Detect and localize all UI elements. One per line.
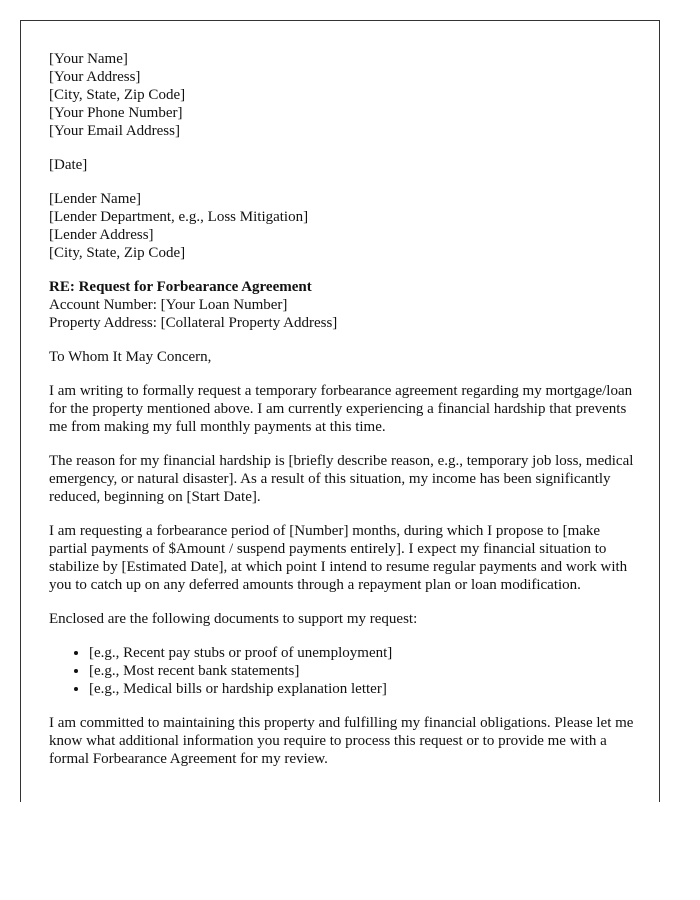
account-number: Account Number: [Your Loan Number] [49, 297, 288, 313]
sender-name: [Your Name] [49, 51, 128, 67]
property-address: Property Address: [Collateral Property Address] [49, 315, 338, 331]
list-item: • [e.g., Medical bills or hardship explanation letter] [89, 680, 635, 698]
paragraph-hardship: The reason for my financial hardship is [briefly describe reason, e.g., temporary job loss, medical emergency, or natural disaster]. As a result of this situation, my income has been significantly reduced, beginning on [Start Date]. [49, 453, 634, 505]
recipient-block [49, 190, 635, 262]
lender-city: [City, State, Zip Code] [49, 245, 186, 261]
enclosure-list [49, 644, 635, 698]
sender-email: [Your Email Address] [49, 123, 180, 139]
sender-city: [City, State, Zip Code] [49, 87, 186, 103]
lender-department: [Lender Department, e.g., Loss Mitigation] [49, 209, 309, 225]
paragraph-request: I am writing to formally request a temporary forbearance agreement regarding my mortgage/loan for the property mentioned above. I am currently experiencing a financial hardship that prevents me from making my full monthly payments at this time. [49, 383, 633, 435]
lender-address: [Lender Address] [49, 227, 154, 243]
paragraph-enclosures: Enclosed are the following documents to support my request: [49, 611, 418, 627]
subject-block [49, 278, 635, 332]
salutation: To Whom It May Concern, [49, 349, 212, 365]
sender-phone: [Your Phone Number] [49, 105, 183, 121]
date: [Date] [49, 157, 88, 173]
paragraph-closing: I am committed to maintaining this property and fulfilling my financial obligations. Please let me know what additional information you require to process this request or to provide me with a formal Forbearance Agreement for my review. [49, 715, 634, 767]
subject-line: RE: Request for Forbearance Agreement [49, 279, 312, 295]
sender-block [49, 50, 635, 140]
letter-body [49, 50, 635, 784]
lender-name: [Lender Name] [49, 191, 142, 207]
paragraph-terms: I am requesting a forbearance period of [Number] months, during which I propose to [make partial payments of $Amount / suspend payments entirely]. I expect my financial situation to stabilize by [Estimated Date], at which point I intend to resume regular payments and work with you to catch up on any deferred amounts through a repayment plan or loan modification. [49, 523, 628, 593]
list-item: • [e.g., Recent pay stubs or proof of unemployment] [89, 644, 635, 662]
letter-page [20, 20, 660, 802]
list-item: • [e.g., Most recent bank statements] [89, 662, 635, 680]
sender-address: [Your Address] [49, 69, 141, 85]
